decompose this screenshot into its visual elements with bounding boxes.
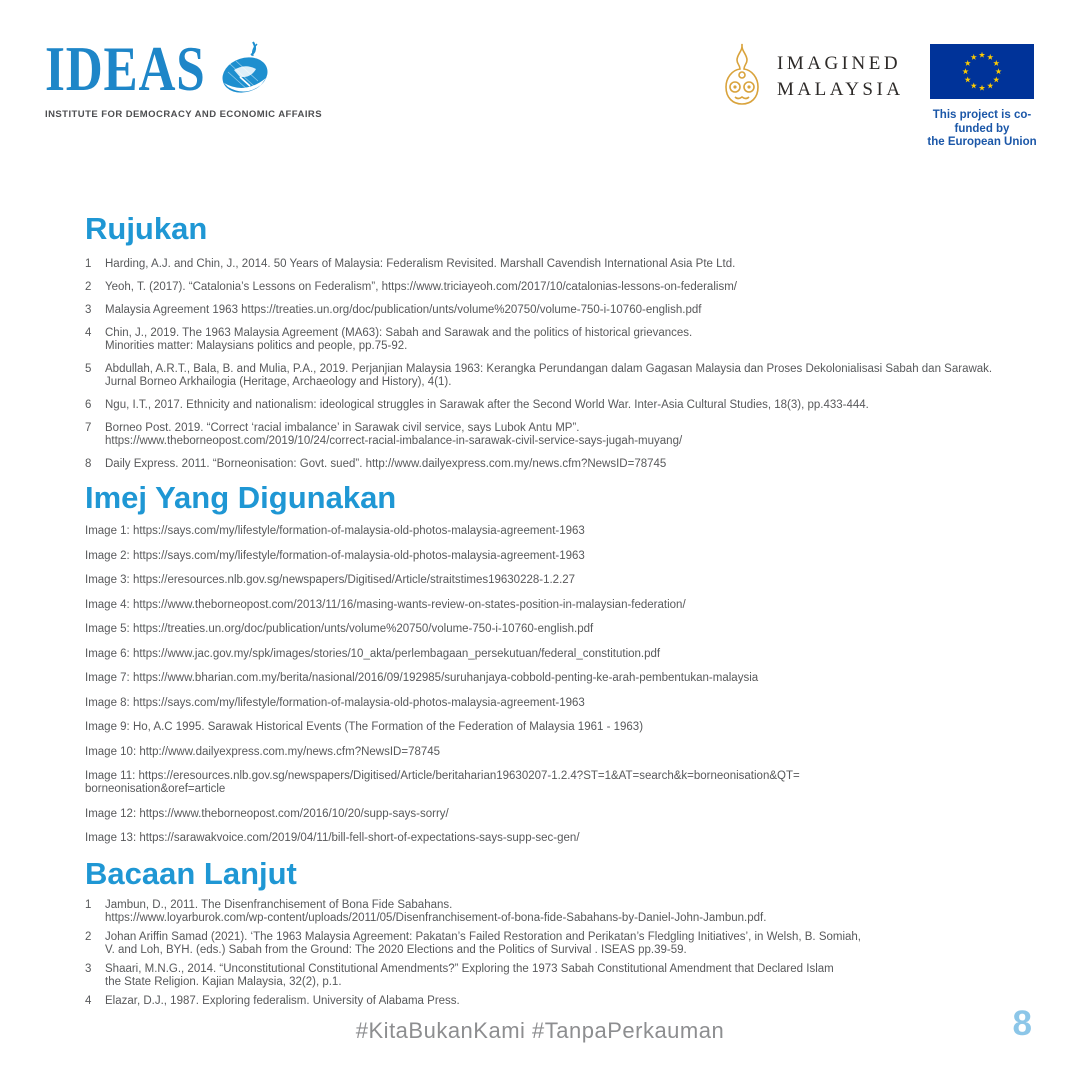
list-item <box>85 931 1020 957</box>
list-item <box>85 525 1020 538</box>
list-item <box>85 808 1020 821</box>
item-number: 3 <box>85 962 92 975</box>
section-rujukan <box>85 212 1020 471</box>
item-text: Image 13: https://sarawakvoice.com/2019/04/11/bill-fell-short-of-expectations-says-supp-sec-gen/ <box>85 832 580 844</box>
list-item <box>85 458 1020 471</box>
page-number: 8 <box>1012 1004 1032 1043</box>
item-text: Image 8: https://says.com/my/lifestyle/formation-of-malaysia-old-photos-malaysia-agreement-1963 <box>85 696 585 709</box>
list-item <box>85 963 1020 989</box>
item-text: Image 6: https://www.jac.gov.my/spk/images/stories/10_akta/perlembagaan_persekutuan/federal_constitution.pdf <box>85 647 661 660</box>
item-text: Johan Ariffin Samad (2021). ‘The 1963 Malaysia Agreement: Pakatan’s Failed Restoration and Perikatan’s Fledgling Initiatives’, in Welsh, B. Somiah, V. and Loh, BYH. (eds.) Sabah from the Ground: The 2020 Elections and the Politics of Survival . ISEAS pp.39-59. <box>105 930 862 956</box>
list-item <box>85 623 1020 636</box>
item-text: Image 9: Ho, A.C 1995. Sarawak Historical Events (The Formation of the Federation of Malaysia 1961 - 1963) <box>85 721 644 733</box>
list-item <box>85 281 1020 294</box>
item-number: 6 <box>85 399 92 411</box>
item-text: Daily Express. 2011. “Borneonisation: Govt. sued”. http://www.dailyexpress.com.my/news.cfm?NewsID=78745 <box>105 458 667 470</box>
item-number: 2 <box>85 281 92 293</box>
list-item <box>85 550 1020 563</box>
list-item <box>85 648 1020 661</box>
item-text: Image 2: https://says.com/my/lifestyle/formation-of-malaysia-old-photos-malaysia-agreement-1963 <box>85 549 585 562</box>
rujukan-list <box>85 258 1020 471</box>
list-item <box>85 327 1020 353</box>
item-text: Borneo Post. 2019. “Correct ‘racial imbalance’ in Sarawak civil service, says Lubok Antu MP”. https://www.theborneopost.com/2019/10/24/correct-racial-imbalance-in-sarawak-civil-service-says-jugah-muyang/ <box>105 422 683 447</box>
eu-cofunding-caption: This project is co-funded by the European Union <box>927 109 1037 148</box>
item-text: Ngu, I.T., 2017. Ethnicity and nationalism: ideological struggles in Sarawak after the Second World War. Inter-Asia Cultural Studies, 18(3), pp.433-444. <box>105 399 869 411</box>
item-number: 1 <box>85 258 92 270</box>
item-text: Malaysia Agreement 1963 https://treaties.un.org/doc/publication/unts/volume%20750/volume-750-i-10760-english.pdf <box>105 304 702 316</box>
ideas-logo <box>45 33 323 120</box>
list-item <box>85 304 1020 317</box>
list-item <box>85 422 1020 448</box>
list-item <box>85 746 1020 759</box>
eu-cofunding-block <box>926 44 1038 150</box>
item-text: Abdullah, A.R.T., Bala, B. and Mulia, P.A., 2019. Perjanjian Malaysia 1963: Kerangka Perundangan dalam Gagasan Malaysia dan Proses Dekolonialisasi Sabah dan Sarawak. Jurnal Borneo Arkhailogia (Heritage, Archaeology and History), 4(1). <box>105 363 993 388</box>
item-text: Elazar, D.J., 1987. Exploring federalism. University of Alabama Press. <box>105 994 460 1007</box>
item-text: Image 1: https://says.com/my/lifestyle/formation-of-malaysia-old-photos-malaysia-agreement-1963 <box>85 525 585 537</box>
item-text: Chin, J., 2019. The 1963 Malaysia Agreement (MA63): Sabah and Sarawak and the politics of historical grievances. Minorities matter: Malaysians politics and people, pp.75-92. <box>105 327 693 352</box>
ideas-wordmark: IDEAS <box>45 33 206 104</box>
footer-hashtags: #KitaBukanKami #TanpaPerkauman <box>355 1018 725 1043</box>
item-number: 3 <box>85 304 92 316</box>
item-text: Shaari, M.N.G., 2014. “Unconstitutional Constitutional Amendments?” Exploring the 1973 Sabah Constitutional Amendment that Declared Islam the State Religion. Kajian Malaysia, 32(2), p.1. <box>105 962 834 988</box>
item-number: 8 <box>85 458 92 470</box>
item-text: Image 11: https://eresources.nlb.gov.sg/newspapers/Digitised/Article/beritaharian19630207-1.2.4?ST=1&AT=search&k=borneonisation&QT= borneonisation&oref=article <box>85 770 800 795</box>
list-item <box>85 721 1020 734</box>
list-item <box>85 995 1020 1008</box>
list-item <box>85 697 1020 710</box>
item-number: 1 <box>85 898 92 911</box>
item-number: 4 <box>85 327 92 339</box>
item-text: Image 4: https://www.theborneopost.com/2013/11/16/masing-wants-review-on-states-position-in-malaysian-federation/ <box>85 598 686 611</box>
item-text: Harding, A.J. and Chin, J., 2014. 50 Years of Malaysia: Federalism Revisited. Marshall Cavendish International Asia Pte Ltd. <box>105 258 736 270</box>
item-text: Image 12: https://www.theborneopost.com/2016/10/20/supp-says-sorry/ <box>85 807 449 820</box>
image-credit-list <box>85 525 1020 845</box>
list-item <box>85 363 1020 389</box>
ideas-tagline: INSTITUTE FOR DEMOCRACY AND ECONOMIC AFFAIRS <box>45 109 323 120</box>
list-item <box>85 258 1020 271</box>
section-title-rujukan: Rujukan <box>85 212 208 246</box>
imagined-malaysia-logo <box>722 42 904 111</box>
item-number: 7 <box>85 422 92 434</box>
list-item <box>85 899 1020 925</box>
section-bacaan-lanjut <box>85 857 1020 1008</box>
item-text: Jambun, D., 2011. The Disenfranchisement of Bona Fide Sabahans. https://www.loyarburok.com/wp-content/uploads/2011/05/Disenfranchisement-of-bona-fide-Sabahans-by-Daniel-John-Jambun.pdf. <box>105 898 767 924</box>
references-content <box>85 212 1020 1014</box>
item-text: Image 10: http://www.dailyexpress.com.my/news.cfm?NewsID=78745 <box>85 745 441 758</box>
item-text: Image 5: https://treaties.un.org/doc/publication/unts/volume%20750/volume-750-i-10760-english.pdf <box>85 623 594 635</box>
item-number: 5 <box>85 363 92 375</box>
list-item <box>85 832 1020 845</box>
section-title-bacaan: Bacaan Lanjut <box>85 855 297 891</box>
list-item <box>85 399 1020 412</box>
item-number: 2 <box>85 930 92 943</box>
item-number: 4 <box>85 994 92 1007</box>
further-reading-list <box>85 899 1020 1008</box>
eu-flag-icon <box>930 86 1034 103</box>
ideas-dove-icon <box>220 40 272 105</box>
list-item <box>85 574 1020 587</box>
list-item <box>85 770 1020 796</box>
item-text: Image 7: https://www.bharian.com.my/berita/nasional/2016/09/192985/suruhanjaya-cobbold-penting-ke-arah-pembentukan-malaysia <box>85 672 759 684</box>
list-item <box>85 599 1020 612</box>
list-item <box>85 672 1020 685</box>
imagined-malaysia-wordmark: IMAGINED MALAYSIA <box>777 52 904 100</box>
item-text: Image 3: https://eresources.nlb.gov.sg/newspapers/Digitised/Article/straitstimes19630228-1.2.27 <box>85 574 576 586</box>
item-text: Yeoh, T. (2017). “Catalonia’s Lessons on Federalism”, https://www.triciayeoh.com/2017/10/catalonias-lessons-on-federalism/ <box>105 281 737 293</box>
wayang-gunungan-icon <box>722 42 762 111</box>
section-title-imej: Imej Yang Digunakan <box>85 480 397 515</box>
section-imej-yang-digunakan <box>85 481 1020 845</box>
